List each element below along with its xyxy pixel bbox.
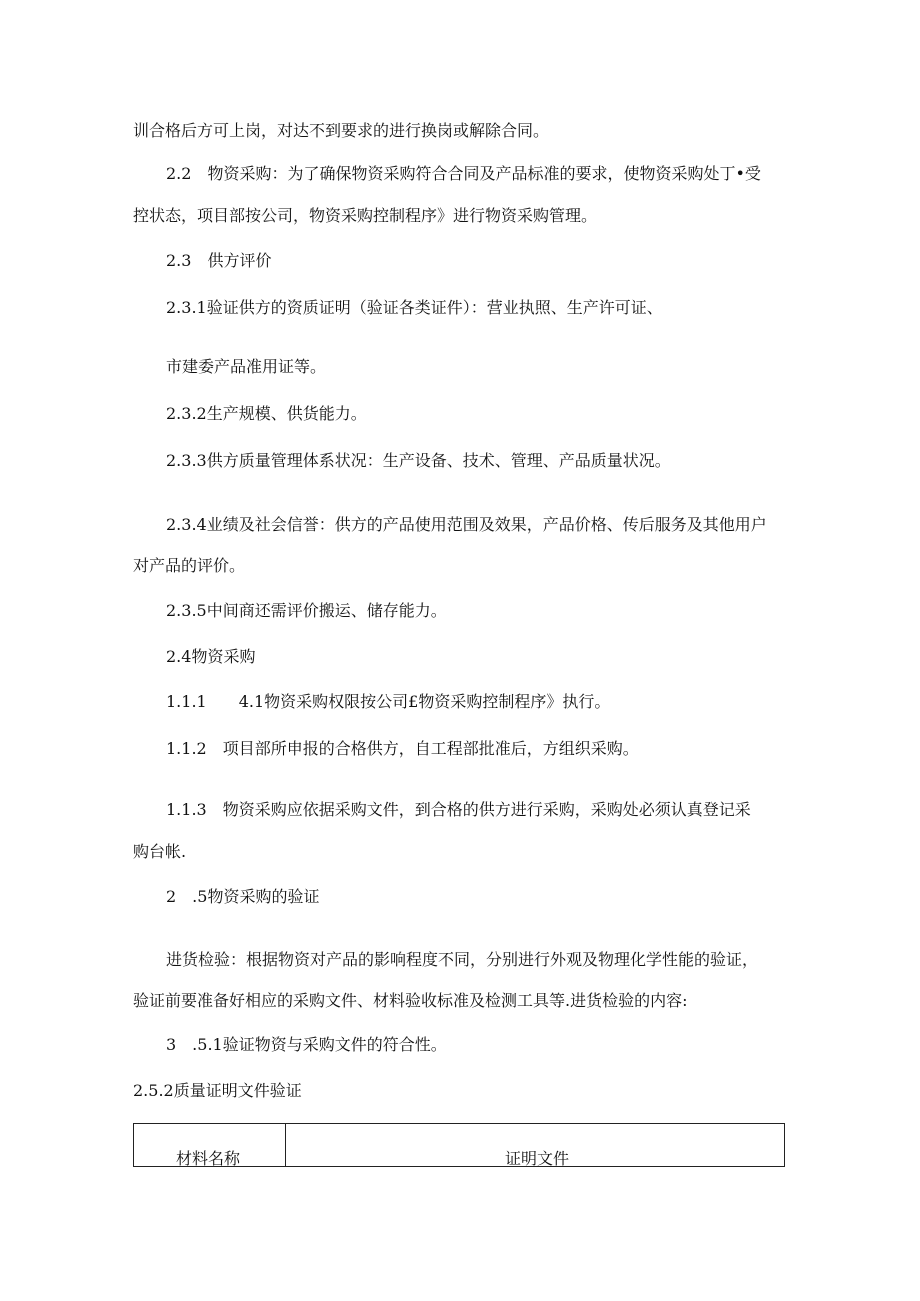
text-line: 1.1.1 4.1物资采购权限按公司£物资采购控制程序》执行。 xyxy=(166,692,611,711)
text-line: 对产品的评价。 xyxy=(133,556,246,575)
text-line: 2.3.5中间商还需评价搬运、储存能力。 xyxy=(166,601,447,620)
text-line: 控状态，项目部按公司，物资采购控制程序》进行物资采购管理。 xyxy=(133,206,598,225)
text-line: 2.3.1验证供方的资质证明（验证各类证件）：营业执照、生产许可证、 xyxy=(166,298,663,317)
section-heading: 2.4物资采购 xyxy=(166,647,256,666)
section-heading: 2.3 供方评价 xyxy=(166,251,272,270)
table-header-certificate: 证明文件 xyxy=(505,1149,570,1168)
text-line: 2.3.4业绩及社会信誉：供方的产品使用范围及效果，产品价格、传后服务及其他用户 xyxy=(166,515,767,534)
text-line: 1.1.2 项目部所申报的合格供方，自工程部批准后，方组织采购。 xyxy=(166,739,639,758)
document-table xyxy=(133,1123,785,1167)
text-line: 3 .5.1验证物资与采购文件的符合性。 xyxy=(166,1035,447,1054)
text-line: 2.3.2生产规模、供货能力。 xyxy=(166,404,367,423)
text-line: 市建委产品准用证等。 xyxy=(166,357,327,376)
text-line: 训合格后方可上岗，对达不到要求的进行换岗或解除合同。 xyxy=(133,121,550,140)
section-heading: 2 .5物资采购的验证 xyxy=(166,887,320,906)
text-line: 验证前要准备好相应的采购文件、材料验收标准及检测工具等.进货检验的内容: xyxy=(133,991,688,1010)
text-line: 购台帐. xyxy=(133,842,187,861)
table-column-divider xyxy=(285,1124,286,1166)
section-heading: 2.5.2质量证明文件验证 xyxy=(133,1081,302,1100)
text-line: 进货检验：根据物资对产品的影响程度不同，分别进行外观及物理化学性能的验证， xyxy=(166,950,759,969)
text-line: 1.1.3 物资采购应依据采购文件，到合格的供方进行采购，采购处必须认真登记采 xyxy=(166,800,751,819)
table-header-material-name: 材料名称 xyxy=(176,1149,241,1168)
text-line: 2.2 物资采购：为了确保物资采购符合合同及产品标准的要求，使物资采购处丁•受 xyxy=(166,164,761,183)
text-line: 2.3.3供方质量管理体系状况：生产设备、技术、管理、产品质量状况。 xyxy=(166,451,671,470)
